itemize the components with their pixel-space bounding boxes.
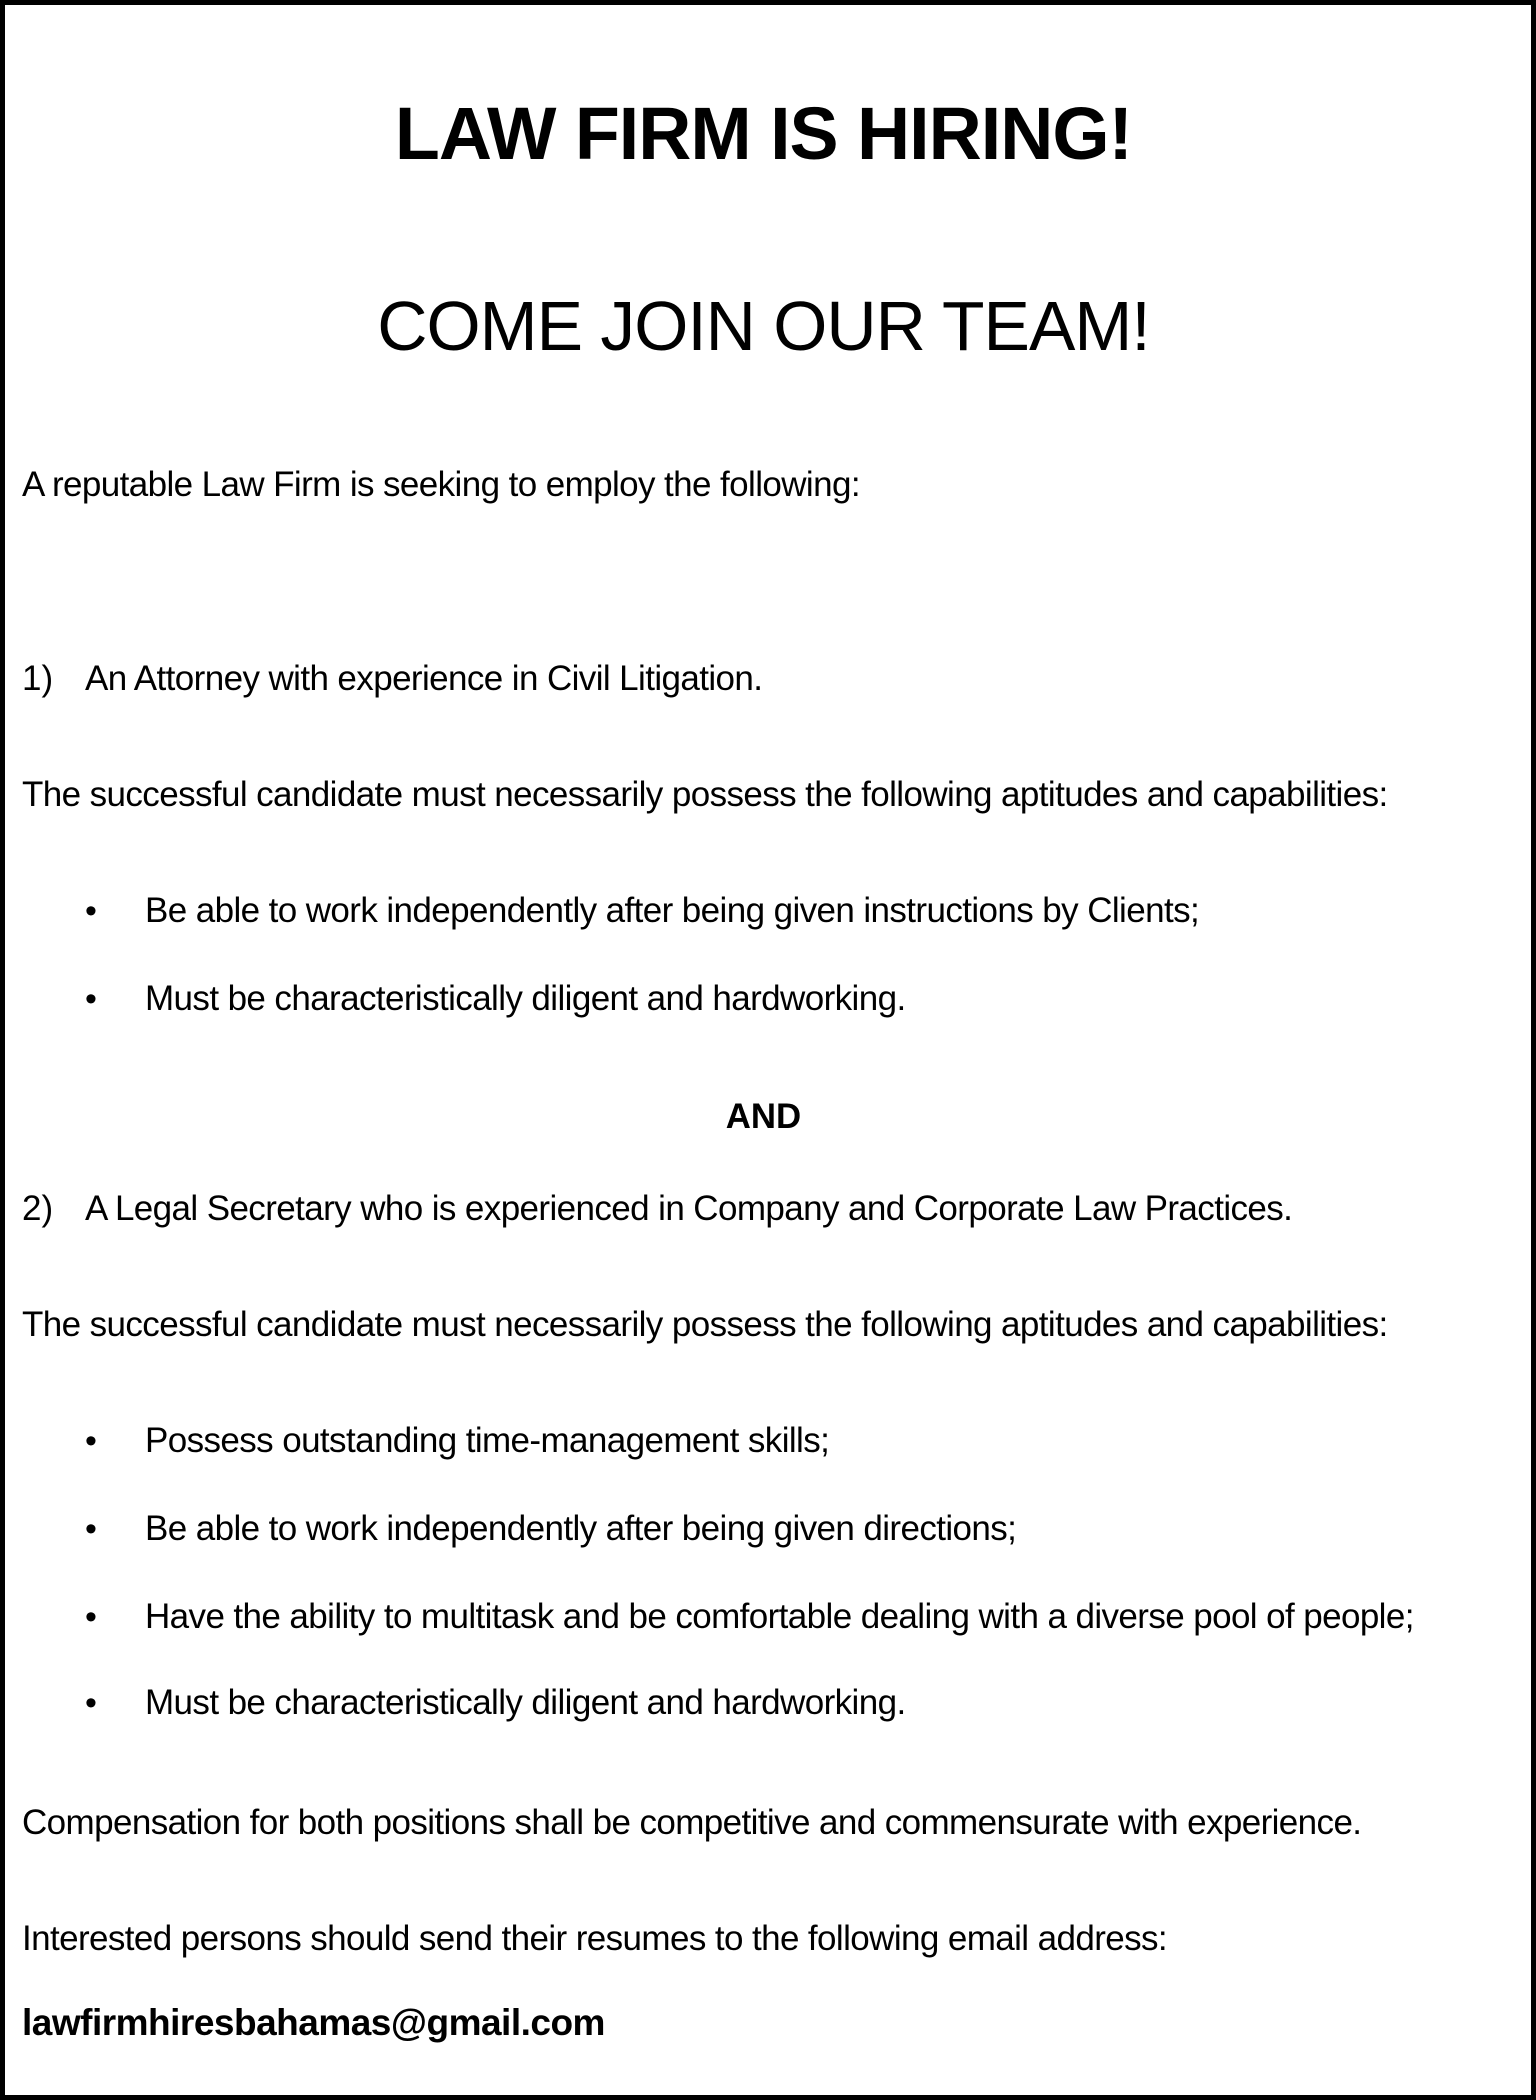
compensation-text: Compensation for both positions shall be competitive and commensurate with experience. [22, 1803, 1362, 1842]
bullet-icon: • [85, 980, 97, 1018]
bullet-icon: • [85, 1422, 97, 1460]
position-2-number: 2) [22, 1189, 54, 1228]
and-separator: AND [725, 1097, 802, 1136]
position-2-requirements-intro: The successful candidate must necessarily possess the following aptitudes and capabilities: [22, 1305, 1388, 1344]
bullet-icon: • [85, 1684, 97, 1722]
position-2-requirement: Must be characteristically diligent and hardworking. [145, 1683, 906, 1722]
bullet-icon: • [85, 1598, 97, 1636]
position-2-title: A Legal Secretary who is experienced in Company and Corporate Law Practices. [85, 1189, 1293, 1228]
contact-email: lawfirmhiresbahamas@gmail.com [22, 2002, 605, 2043]
page-subtitle: COME JOIN OUR TEAM! [377, 287, 1150, 365]
bullet-icon: • [85, 892, 97, 930]
position-1-requirement: Be able to work independently after being given instructions by Clients; [145, 891, 1200, 930]
position-1-requirements-intro: The successful candidate must necessarily possess the following aptitudes and capabilities: [22, 775, 1388, 814]
position-1-number: 1) [22, 659, 54, 698]
position-2-requirement: Be able to work independently after being given directions; [145, 1509, 1017, 1548]
page-title: LAW FIRM IS HIRING! [394, 92, 1133, 175]
bullet-icon: • [85, 1510, 97, 1548]
position-1-requirement: Must be characteristically diligent and hardworking. [145, 979, 906, 1018]
intro-text: A reputable Law Firm is seeking to employ the following: [22, 465, 860, 504]
contact-instructions: Interested persons should send their resumes to the following email address: [22, 1919, 1168, 1958]
position-2-requirement: Have the ability to multitask and be comfortable dealing with a diverse pool of people; [145, 1597, 1414, 1636]
position-2-requirement: Possess outstanding time-management skills; [145, 1421, 830, 1460]
position-1-title: An Attorney with experience in Civil Litigation. [85, 659, 763, 698]
